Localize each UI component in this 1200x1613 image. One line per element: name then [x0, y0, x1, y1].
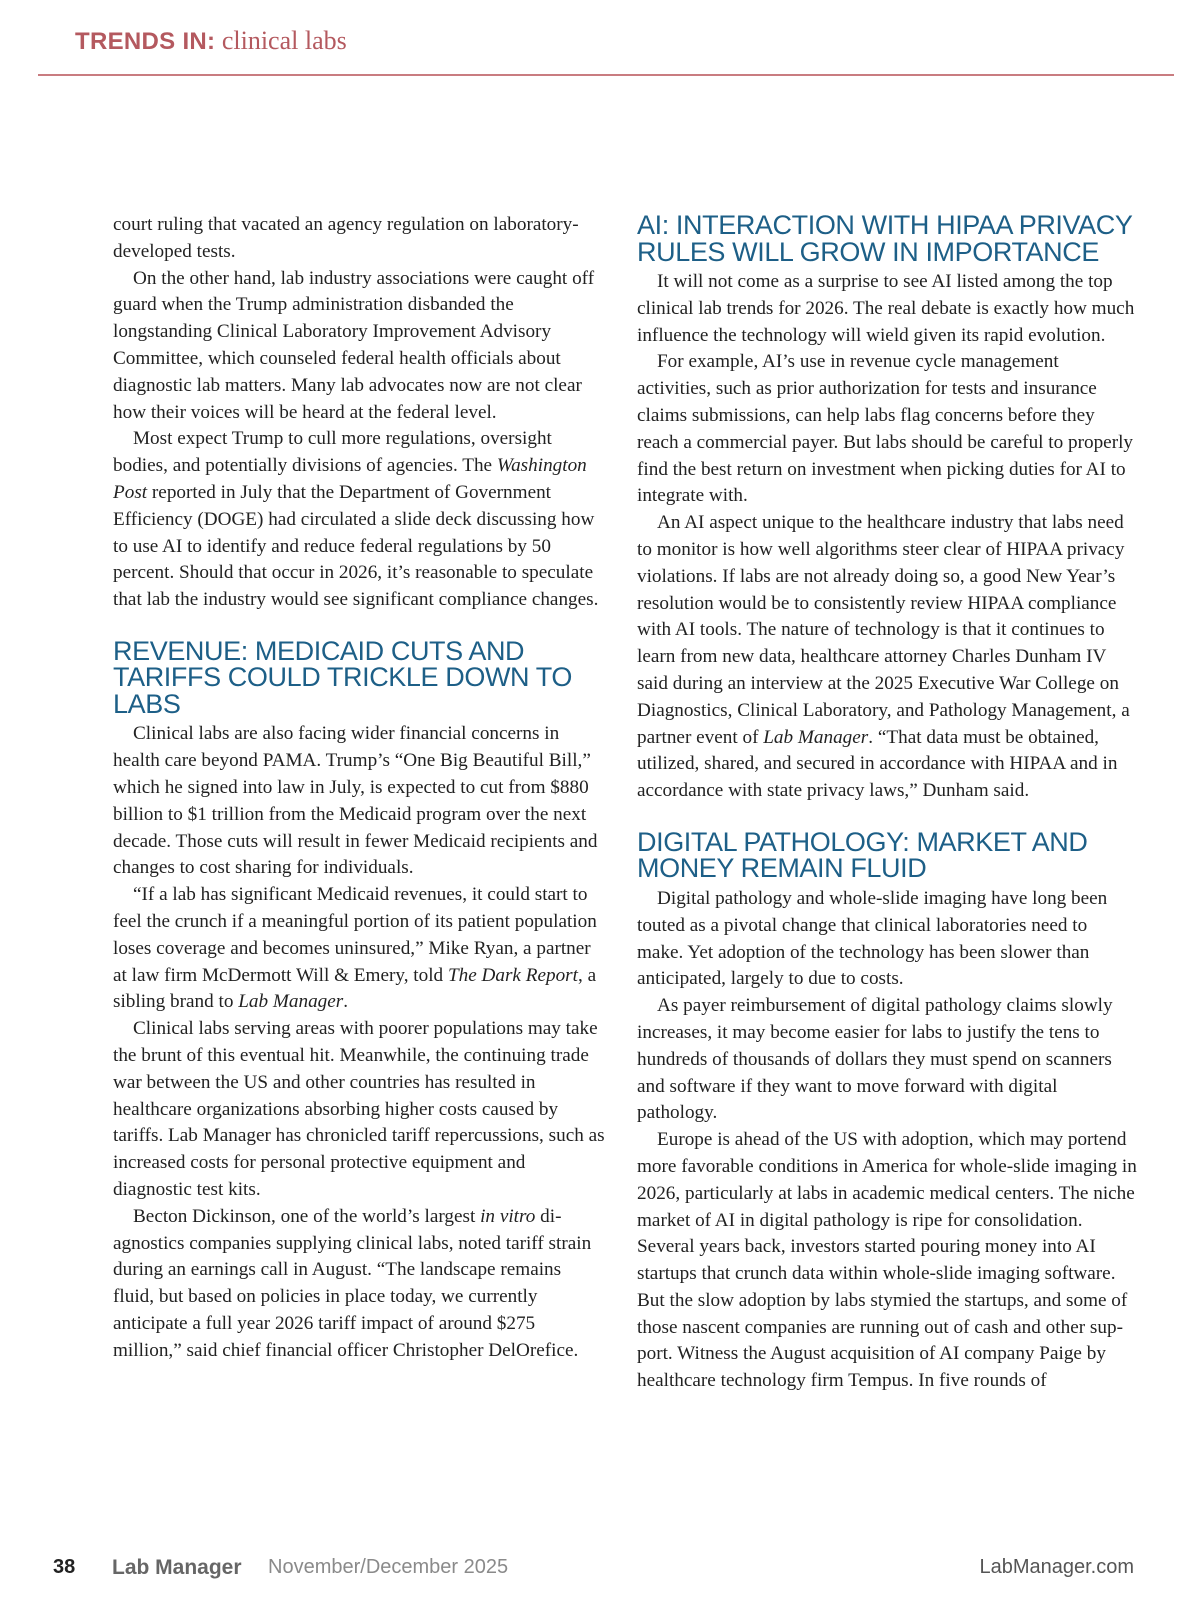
publication-title: Lab Manager [238, 991, 344, 1013]
left-column [113, 212, 606, 1365]
publication-name: Lab Manager [112, 1556, 242, 1579]
paragraph: An AI aspect unique to the healthcare industry that labs need to monitor is how well algorithms steer clear of HIPAA privacy violations. If labs are not already doing so, a good New Year’s resolution would be to consistently review HIPAA compliance with AI tools. The nature of technology is that it continues to learn from new data, healthcare attorney Charles Dunham IV said during an interview at the 2025 Executive War College on Diagnostics, Clinical Laboratory, and Pathology Management, a partner event of Lab Manager. “That data must be obtained, utilized, shared, and secured in accordance with HIPAA and in accordance with state privacy laws,” Dunham said. [637, 512, 1130, 802]
paragraph: Europe is ahead of the US with adoption, which may portend more favorable conditions in America for whole-slide imaging in 2026, particularly at labs in academic medical centers. The niche market of AI in digital pathology is ripe for consolidation. Several years back, investors started pouring money into AI startups that crunch data within whole-slide imaging software. But the slow adoption by labs stymied the startups, and some of those nascent companies are running out of cash and other support. Witness the August acquisition of AI company Paige by healthcare technology firm Tempus. In five rounds of [637, 1129, 1137, 1392]
right-column [637, 212, 1137, 1395]
page-footer [0, 1556, 1200, 1586]
paragraph: For example, AI’s use in revenue cycle management activities, such as prior authorization for tests and insurance claims submissions, can help labs flag concerns before they reach a commercial payer. But labs should be careful to properly find the best return on investment when picking duties for AI to integrate with. [637, 351, 1134, 507]
paragraph: It will not come as a surprise to see AI listed among the top clinical lab trends for 2026. The real debate is exactly how much influence the technology will wield given its rapid evolution. [637, 271, 1135, 346]
publication-title: The Dark Report [447, 964, 578, 986]
publication-title: Lab Manager [763, 726, 869, 748]
paragraph: Clinical labs serving areas with poorer populations may take the brunt of this eventual hit. Meanwhile, the continuing trade war between the US and other countries has resulted in healthcare organizations absorbing higher costs caused by tariffs. Lab Manager has chronicled tariff repercussions, such as increased costs for personal protective equipment and diagnostic test kits. [113, 1018, 605, 1200]
page-number: 38 [53, 1556, 76, 1578]
paragraph: Digital pathology and whole-slide imaging have long been touted as a pivotal change that clinical laboratories need to make. Yet adoption of the technology has been slower than anticipated, largely to due to costs. [637, 887, 1108, 990]
section-label: TRENDS IN: [75, 28, 216, 55]
paragraph: court ruling that vacated an agency regulation on laboratory-developed tests. [113, 214, 579, 262]
header-divider [38, 74, 1174, 76]
paragraph: Clinical labs are also facing wider financial concerns in health care beyond PAMA. Trump’s “One Big Beautiful Bill,” which he signed into law in July, is expected to cut from $880 billion to $1 trillion from the Medicaid program over the next decade. Those cuts will result in fewer Medicaid recipients and changes to cost sharing for individuals. [113, 723, 598, 879]
website-link[interactable]: LabManager.com [979, 1556, 1134, 1578]
paragraph: As payer reimbursement of digital pathology claims slowly increases, it may become easier for labs to justify the tens to hundreds of thousands of dollars they must spend on scanners and software if they want to move forward with digital pathology. [637, 995, 1113, 1124]
running-header [75, 26, 347, 57]
paragraph: Becton Dickinson, one of the world’s largest in vitro diagnostics companies supplying clinical labs, noted tariff strain during an earnings call in August. “The landscape remains fluid, but based on policies in place today, we currently anticipate a full year 2026 tariff impact of around $275 million,” said chief financial officer Christopher DelOrefice. [113, 1205, 592, 1361]
section-heading-revenue: REVENUE: MEDICAID CUTS AND TARIFFS COULD TRICKLE DOWN TO LABS [113, 635, 572, 719]
section-heading-ai: AI: INTERACTION WITH HIPAA PRIVACY RULES WILL GROW IN IMPORTANCE [637, 210, 1132, 267]
publication-title: Washington Post [113, 455, 587, 503]
paragraph: On the other hand, lab industry associations were caught off guard when the Trump administration disbanded the longstanding Clinical Laboratory Improvement Advisory Committee, which counseled federal health officials about diagnostic lab matters. Many lab advocates now are not clear how their voices will be heard at the federal level. [113, 267, 595, 423]
paragraph: “If a lab has significant Medicaid revenues, it could start to feel the crunch if a meaningful portion of its patient population loses coverage and becomes uninsured,” Mike Ryan, a partner at law firm McDermott Will & Emery, told The Dark Report, a sibling brand to Lab Manager. [113, 884, 597, 1013]
paragraph: Most expect Trump to cull more regulations, oversight bodies, and potentially divisions of agencies. The Washington Post reported in July that the Department of Government Efficiency (DOGE) had circulated a slide deck discussing how to use AI to identify and reduce federal regulations by 50 percent. Should that occur in 2026, it’s reasonable to speculate that lab the industry would see significant compliance changes. [113, 428, 599, 611]
latin-term: in vitro [480, 1205, 536, 1227]
section-topic: clinical labs [221, 26, 347, 55]
issue-date: November/December 2025 [268, 1556, 509, 1578]
section-heading-digital-pathology: DIGITAL PATHOLOGY: MARKET AND MONEY REMAIN FLUID [637, 826, 1088, 884]
